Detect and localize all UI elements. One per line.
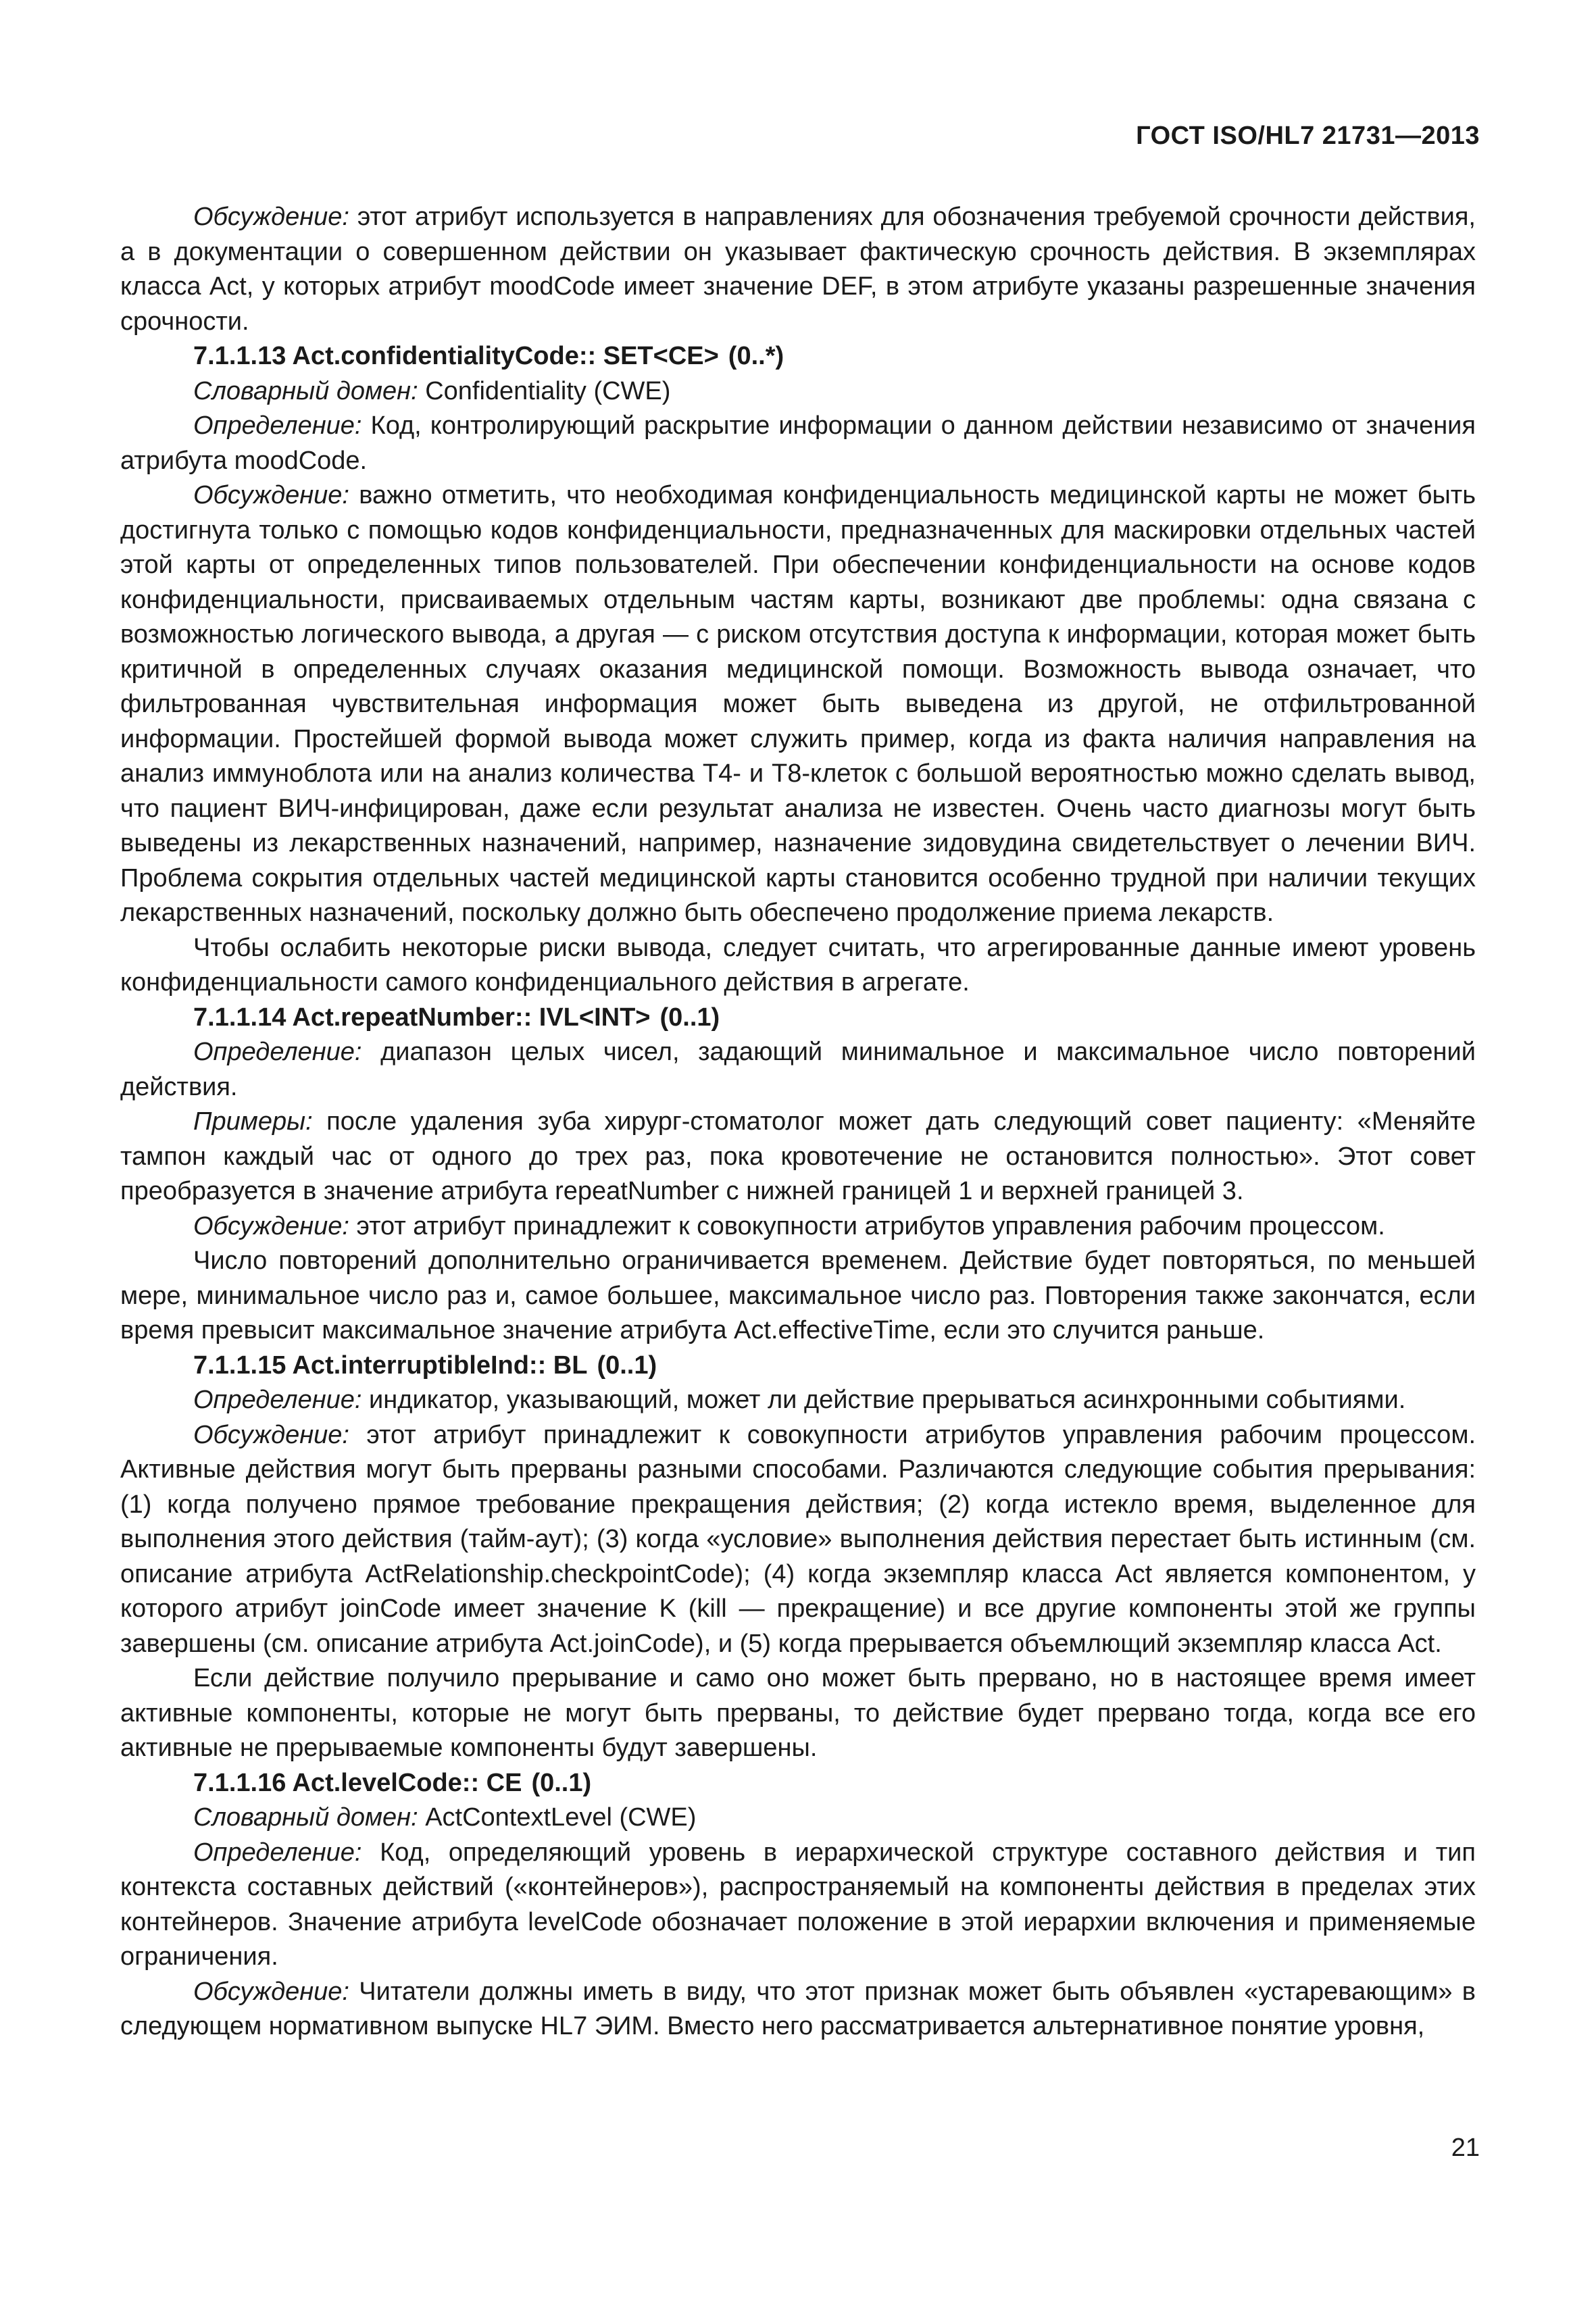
paragraph-text: этот атрибут принадлежит к совокупности атрибутов управления рабочим процессом. Активные действия могут быть прерваны разными способами. Различаются следующие события прерывания: (1) когда получено прямое требование прекращения действия; (2) когда истекло время, выделенное для выполнения этого действия (тайм-аут); (3) когда «условие» выполнения действия перестает быть истинным (см. описание атрибута ActRelationship.checkpointCode); (4) когда экземпляр класса Act является компонентом, у которого атрибут joinCode имеет значение K (kill — прекращение) и все другие компоненты этой же группы завершены (см. описание атрибута Act.joinCode), и (5) когда прерывается объемлющий экземпляр класса Act. (120, 1420, 1476, 1658)
paragraph (120, 1801, 1476, 1836)
paragraph: Число повторений дополнительно ограничивается временем. Действие будет повторяться, по меньшей мере, минимальное число раз и, самое большее, максимальное число раз. Повторения также закончатся, если время превысит максимальное значение атрибута Act.effectiveTime, если это случится раньше. (120, 1247, 1476, 1344)
paragraph-text: после удаления зуба хирург-стоматолог может дать следующий совет пациенту: «Меняйте тампон каждый час от одного до трех раз, пока кровотечение не остановится полностью». Этот совет преобразуется в значение атрибута repeatNumber с нижней границей 1 и верхней границей 3. (120, 1107, 1476, 1205)
paragraph (120, 1836, 1476, 1975)
paragraph-text: этот атрибут принадлежит к совокупности атрибутов управления рабочим процессом. (349, 1211, 1385, 1240)
paragraph-label: Определение: (193, 1386, 362, 1414)
paragraph-text: Код, определяющий уровень в иерархической структуре составного действия и тип контекста составных действий («контейнеров»), распространяемый на компоненты действия в пределах этих контейнеров. Значение атрибута levelCode обозначает положение в этой иерархии включения и применяемые ограничения. (120, 1838, 1476, 1971)
paragraph-label: Словарный домен: (193, 376, 418, 405)
paragraph-text: Читатели должны иметь в виду, что этот признак может быть объявлен «устаревающим» в следующем нормативном выпуске HL7 ЭИМ. Вместо него рассматривается альтернативное понятие уровня, (120, 1977, 1476, 2040)
section-heading (120, 339, 1476, 374)
paragraph-label: Определение: (193, 1038, 362, 1066)
paragraph (120, 409, 1476, 478)
paragraph-label: Словарный домен: (193, 1803, 418, 1832)
section-cardinality: (0..1) (597, 1351, 657, 1380)
section-heading (120, 1001, 1476, 1036)
paragraph (120, 1418, 1476, 1662)
paragraph-text: диапазон целых чисел, задающий минимальное и максимальное число повторений действия. (120, 1038, 1476, 1101)
paragraph-label: Обсуждение: (193, 1977, 349, 2006)
paragraph-text: ActContextLevel (CWE) (418, 1803, 697, 1832)
section-title: 7.1.1.16 Act.levelCode:: CE (193, 1768, 522, 1797)
paragraph-label: Обсуждение: (193, 203, 349, 231)
section-cardinality: (0..*) (728, 342, 784, 370)
section-heading (120, 1349, 1476, 1384)
paragraph-text: этот атрибут используется в направлениях для обозначения требуемой срочности действия, а в документации о совершенном действии он указывает фактическую срочность действия. В экземплярах класса Act, у которых атрибут moodCode имеет значение DEF, в этом атрибуте указаны разрешенные значения срочности. (120, 203, 1476, 336)
paragraph-label: Определение: (193, 411, 362, 440)
paragraph-label: Обсуждение: (193, 1420, 349, 1449)
paragraph (120, 200, 1476, 339)
paragraph (120, 478, 1476, 931)
section-title: 7.1.1.15 Act.interruptibleInd:: BL (193, 1351, 588, 1380)
document-body (120, 200, 1476, 2044)
paragraph-label: Обсуждение: (193, 481, 349, 509)
page-number: 21 (1451, 2134, 1480, 2162)
paragraph (120, 1209, 1476, 1244)
document-header: ГОСТ ISO/HL7 21731—2013 (1136, 122, 1480, 150)
section-cardinality: (0..1) (659, 1003, 720, 1032)
paragraph-text: Код, контролирующий раскрытие информации о данном действии независимо от значения атрибута moodCode. (120, 411, 1476, 475)
section-heading (120, 1766, 1476, 1801)
paragraph: Если действие получило прерывание и само оно может быть прервано, но в настоящее время имеет активные компоненты, которые не могут быть прерваны, то действие будет прервано тогда, когда все его активные не прерываемые компоненты будут завершены. (120, 1664, 1476, 1762)
paragraph (120, 1105, 1476, 1209)
paragraph-text: Confidentiality (CWE) (418, 376, 671, 405)
paragraph (120, 1975, 1476, 2044)
section-cardinality: (0..1) (531, 1768, 592, 1797)
section-title: 7.1.1.13 Act.confidentialityCode:: SET<CE> (193, 342, 719, 370)
paragraph-text: важно отметить, что необходимая конфиденциальность медицинской карты не может быть достигнута только с помощью кодов конфиденциальности, предназначенных для маскировки отдельных частей этой карты от определенных типов пользователей. При обеспечении конфиденциальности на основе кодов конфиденциальности, присваиваемых отдельным частям карты, возникают две проблемы: одна связана с возможностью логического вывода, а другая — с риском отсутствия доступа к информации, которая может быть критичной в определенных случаях оказания медицинской помощи. Возможность вывода означает, что фильтрованная чувствительная информация может быть выведена из другой, не отфильтрованной информации. Простейшей формой вывода может служить пример, когда из факта наличия направления на анализ иммуноблота или на анализ количества T4- и T8-клеток с большой вероятностью можно сделать вывод, что пациент ВИЧ-инфицирован, даже если результат анализа не известен. Очень часто диагнозы могут быть выведены из лекарственных назначений, например, назначение зидовудина свидетельствует о лечении ВИЧ. Проблема сокрытия отдельных частей медицинской карты становится особенно трудной при наличии текущих лекарственных назначений, поскольку должно быть обеспечено продолжение приема лекарств. (120, 481, 1476, 927)
paragraph-label: Примеры: (193, 1107, 313, 1136)
section-title: 7.1.1.14 Act.repeatNumber:: IVL<INT> (193, 1003, 651, 1032)
paragraph (120, 374, 1476, 409)
paragraph: Чтобы ослабить некоторые риски вывода, следует считать, что агрегированные данные имеют уровень конфиденциальности самого конфиденциального действия в агрегате. (120, 933, 1476, 997)
paragraph (120, 1383, 1476, 1418)
paragraph-text: индикатор, указывающий, может ли действие прерываться асинхронными событиями. (361, 1386, 1406, 1414)
paragraph-label: Определение: (193, 1838, 362, 1867)
paragraph-label: Обсуждение: (193, 1211, 349, 1240)
paragraph (120, 1035, 1476, 1105)
